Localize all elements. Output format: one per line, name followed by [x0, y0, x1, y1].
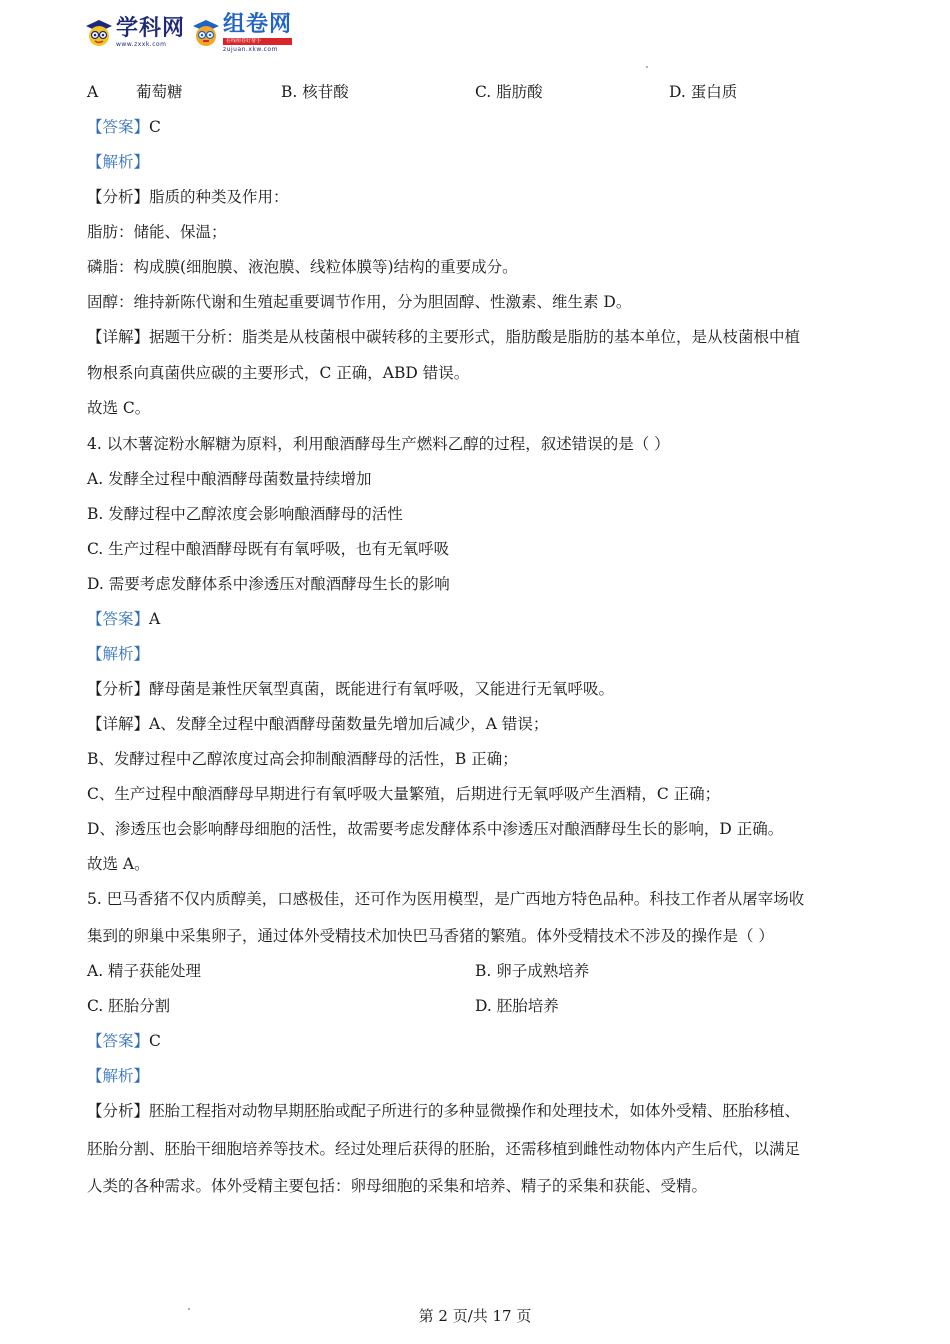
xiangjie-text: 据题干分析：脂类是从枝菌根中碳转移的主要形式，脂肪酸是脂肪的基本单位，是从枝菌根中植 — [149, 328, 801, 346]
q3-line-guchun: 固醇：维持新陈代谢和生殖起重要调节作用，分为胆固醇、性激素、维生素 D。 — [87, 293, 632, 311]
fenxi-tag: 【分析】 — [87, 188, 150, 206]
q5-fenxi-cont-1: 胚胎分割、胚胎干细胞培养等技术。经过处理后获得的胚胎，还需移植到雌性动物体内产生后代，以满足 — [87, 1140, 801, 1158]
q5-option-a: A. 精子获能处理 — [87, 962, 202, 980]
q3-xiangjie-cont: 物根系向真菌供应碳的主要形式，C 正确，ABD 错误。 — [87, 364, 470, 382]
q5-fenxi — [87, 1101, 800, 1121]
q5-stem-2: 集到的卵巢中采集卵子，通过体外受精技术加快巴马香猪的繁殖。体外受精技术不涉及的操作是（ ） — [87, 927, 774, 945]
answer-tag: 【答案】 — [87, 118, 150, 136]
mascot-icon — [84, 18, 114, 48]
zujuanwang-logo — [191, 11, 293, 53]
q5-option-c: C. 胚胎分割 — [87, 997, 171, 1015]
answer-tag: 【答案】 — [87, 1032, 150, 1050]
header-logos — [84, 12, 292, 54]
q4-xiangjie — [87, 714, 548, 734]
fenxi-text: 酵母菌是兼性厌氧型真菌，既能进行有氧呼吸，又能进行无氧呼吸。 — [149, 680, 615, 698]
logo2-tagline: 在线组卷好帮手 — [223, 38, 292, 45]
q5-stem-1: 5. 巴马香猪不仅内质醇美，口感极佳，还可作为医用模型，是广西地方特色品种。科技工作者从屠宰场收 — [87, 890, 805, 908]
q4-option-a: A. 发酵全过程中酿酒酵母菌数量持续增加 — [87, 470, 372, 488]
q3-option-d: D. 蛋白质 — [669, 83, 738, 101]
q3-line-zhifang: 脂肪：储能、保温； — [87, 223, 227, 241]
logo2-url: zujuan.xkw.com — [223, 45, 278, 53]
jiexi-tag: 【解析】 — [87, 153, 150, 171]
q3-line-linzhi: 磷脂：构成膜(细胞膜、液泡膜、线粒体膜等)结构的重要成分。 — [87, 258, 518, 276]
q4-line-b: B、发酵过程中乙醇浓度过高会抑制酿酒酵母的活性，B 正确； — [87, 750, 518, 768]
page-footer: 第 2 页/共 17 页 — [418, 1307, 532, 1325]
fenxi-tag: 【分析】 — [87, 680, 150, 698]
xiangjie-text: A、发酵全过程中酿酒酵母菌数量先增加后减少，A 错误； — [149, 715, 549, 733]
decorative-dot — [646, 66, 648, 68]
q5-jiexi — [87, 1066, 149, 1086]
q5-answer — [87, 1031, 161, 1051]
answer-value: C — [149, 1032, 161, 1050]
q4-stem: 4. 以木薯淀粉水解糖为原料，利用酿酒酵母生产燃料乙醇的过程，叙述错误的是（ ） — [87, 435, 670, 453]
q4-option-d: D. 需要考虑发酵体系中渗透压对酿酒酵母生长的影响 — [87, 575, 450, 593]
q4-option-c: C. 生产过程中酿酒酵母既有有氧呼吸，也有无氧呼吸 — [87, 540, 450, 558]
xiangjie-tag: 【详解】 — [87, 715, 150, 733]
q3-xiangjie — [87, 327, 800, 347]
q4-line-d: D、渗透压也会影响酵母细胞的活性，故需要考虑发酵体系中渗透压对酿酒酵母生长的影响，D 正确。 — [87, 820, 784, 838]
q4-guxuan: 故选 A。 — [87, 855, 150, 873]
fenxi-text: 胚胎工程指对动物早期胚胎或配子所进行的多种显微操作和处理技术，如体外受精、胚胎移植、 — [149, 1102, 801, 1120]
q3-option-a-text: 葡萄糖 — [136, 83, 183, 101]
q3-option-b: B. 核苷酸 — [281, 83, 349, 101]
q3-jiexi — [87, 152, 149, 172]
logo1-name: 学科网 — [116, 16, 186, 41]
logo2-name: 组卷网 — [223, 11, 293, 37]
xuekewang-logo — [84, 18, 185, 48]
q4-answer — [87, 609, 160, 629]
jiexi-tag: 【解析】 — [87, 645, 150, 663]
jiexi-tag: 【解析】 — [87, 1067, 150, 1085]
q5-fenxi-cont-2: 人类的各种需求。体外受精主要包括：卵母细胞的采集和培养、精子的采集和获能、受精。 — [87, 1177, 708, 1195]
q4-option-b: B. 发酵过程中乙醇浓度会影响酿酒酵母的活性 — [87, 505, 403, 523]
q4-jiexi — [87, 644, 149, 664]
q5-option-d: D. 胚胎培养 — [475, 997, 559, 1015]
mascot2-icon — [191, 18, 221, 48]
q3-option-a-letter: A — [87, 83, 99, 101]
xiangjie-tag: 【详解】 — [87, 328, 150, 346]
answer-value: A — [149, 610, 161, 628]
q3-fenxi — [87, 187, 289, 207]
fenxi-text: 脂质的种类及作用： — [149, 188, 289, 206]
answer-value: C — [149, 118, 161, 136]
q3-guxuan: 故选 C。 — [87, 399, 151, 417]
answer-tag: 【答案】 — [87, 610, 150, 628]
q4-line-c: C、生产过程中酿酒酵母早期进行有氧呼吸大量繁殖，后期进行无氧呼吸产生酒精，C 正确； — [87, 785, 721, 803]
fenxi-tag: 【分析】 — [87, 1102, 150, 1120]
q3-answer — [87, 117, 161, 137]
q3-option-c: C. 脂肪酸 — [475, 83, 543, 101]
q5-option-b: B. 卵子成熟培养 — [475, 962, 590, 980]
logo1-url: www.zxxk.com — [116, 41, 167, 48]
q4-fenxi — [87, 679, 614, 699]
